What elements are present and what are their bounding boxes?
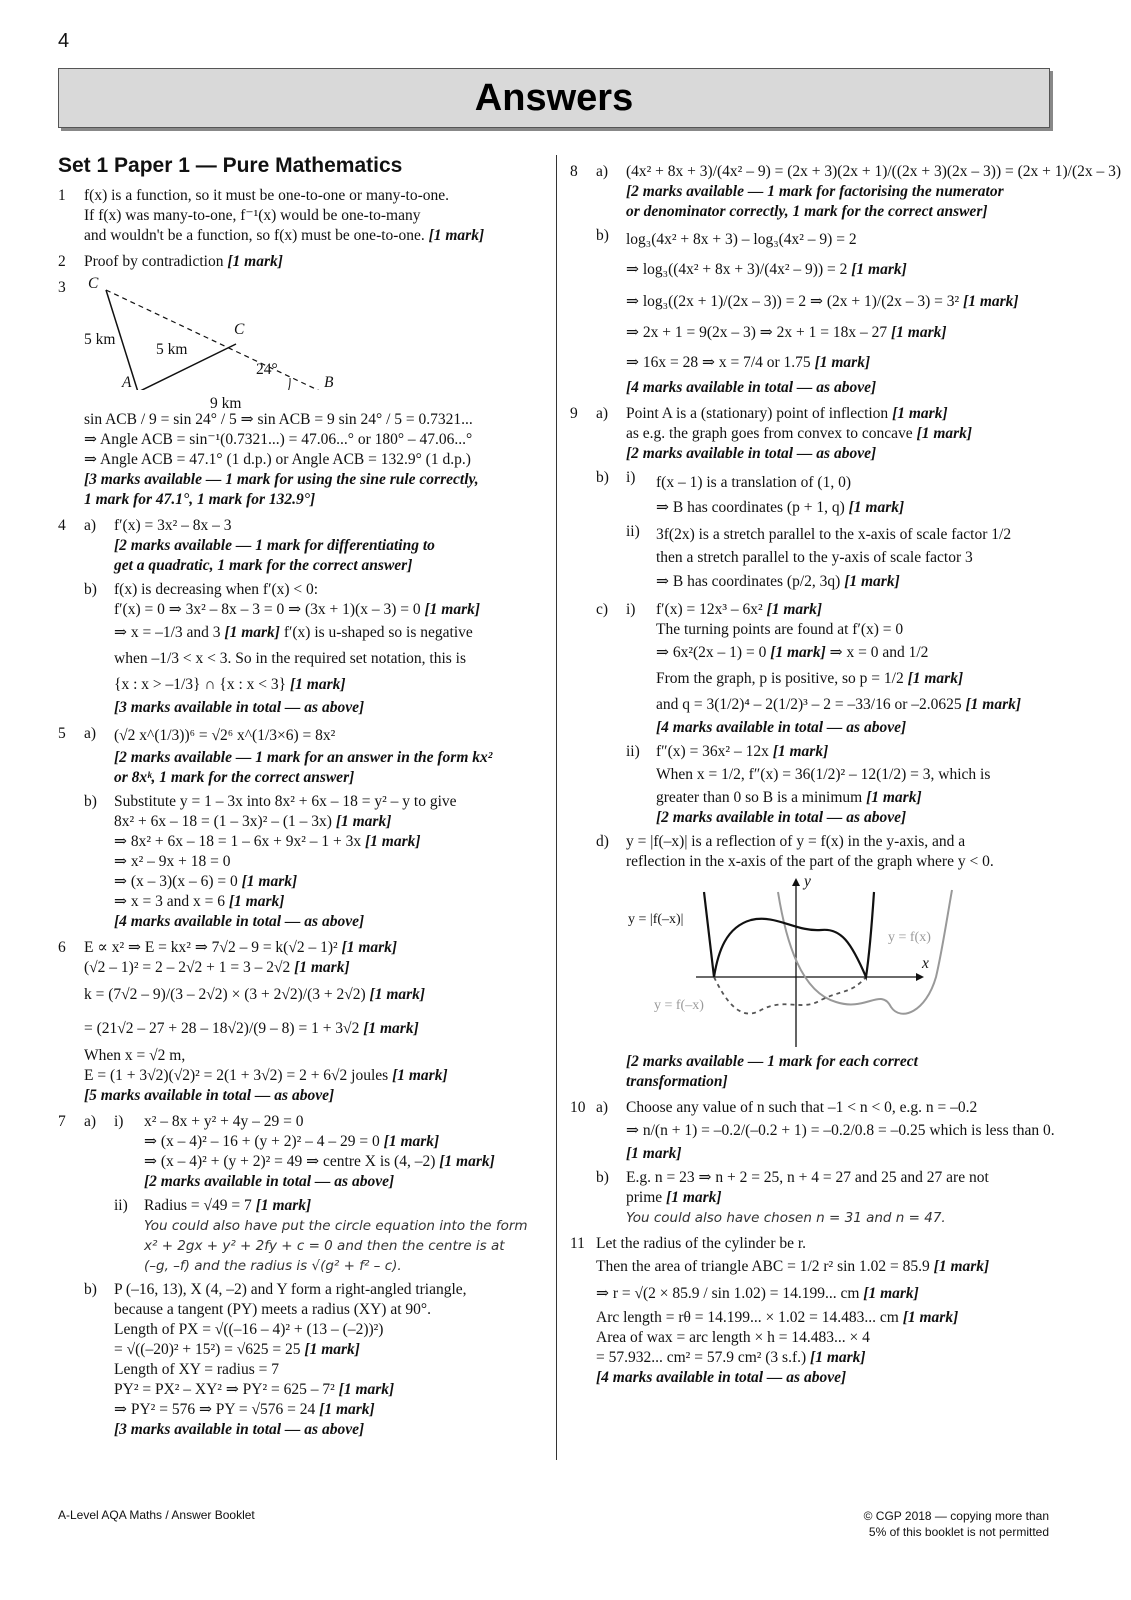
mark: [1 mark]	[228, 893, 285, 910]
text-line: Area of wax = arc length × h = 14.483... × 4	[596, 1329, 870, 1346]
mark-scheme: [2 marks available in total — as above]	[144, 1173, 395, 1190]
text-line: (4x² + 8x + 3)/(4x² – 9) = (2x + 3)(2x + 1)/((2x + 3)(2x – 3)) = (2x + 1)/(2x – 3)	[626, 163, 1122, 180]
text-line: Length of PX = √((–16 – 4)² + (13 – (–2))²)	[114, 1321, 384, 1338]
part-label: a)	[84, 725, 97, 742]
text-line: 3f(2x) is a stretch parallel to the x-axis of scale factor 1/2	[656, 526, 1012, 543]
part-label: d)	[596, 833, 609, 850]
mark: [1 mark]	[866, 789, 922, 806]
mark-scheme: [5 marks available in total — as above]	[84, 1087, 335, 1104]
text-line: E.g. n = 23 ⇒ n + 2 = 25, n + 4 = 27 and 25 and 27 are not	[626, 1169, 989, 1186]
x-axis-label: x	[922, 955, 929, 972]
question-number: 11	[570, 1235, 585, 1252]
part-b-ii	[626, 522, 1050, 596]
hint-line: (–g, –f) and the radius is √(g² + f² – c).	[144, 1258, 402, 1274]
text-line: f″(x) = 36x² – 12x	[656, 743, 769, 760]
question-number: 6	[58, 939, 66, 956]
text-line: ⇒ (x – 4)² + (y + 2)² = 49 ⇒ centre X is (4, –2)	[144, 1153, 436, 1170]
part-label: b)	[84, 581, 97, 598]
mark: [1 mark]	[439, 1153, 495, 1170]
part-a	[84, 724, 543, 788]
text-line: because a tangent (PY) meets a radius (XY) at 90°.	[114, 1301, 431, 1318]
mark: [1 mark]	[383, 1133, 440, 1150]
mark-scheme: [2 marks available in total — as above]	[626, 445, 877, 462]
mark-scheme: [2 marks available — 1 mark for an answer in the form kx²	[114, 749, 493, 766]
section-title: Set 1 Paper 1 — Pure Mathematics	[58, 154, 403, 177]
hint-line: x² + 2gx + y² + 2fy + c = 0 and then the centre is at	[144, 1238, 505, 1254]
text-line: y = |f(–x)| is a reflection of y = f(x) in the y-axis, and a	[626, 833, 966, 850]
text-line: 8x² + 6x – 18 = (1 – 3x)² – (1 – 3x)	[114, 813, 332, 830]
text-line: sin ACB / 9 = sin 24° / 5 ⇒ sin ACB = 9 sin 24° / 5 = 0.7321...	[84, 411, 473, 428]
part-label: i)	[626, 601, 636, 618]
mark: [1 mark]	[965, 696, 1022, 713]
curve-f-x	[778, 890, 952, 1014]
part-a	[596, 404, 1050, 464]
part-a	[84, 516, 543, 576]
question-number: 8	[570, 163, 578, 180]
label-abs-f-neg-x: y = |f(–x)|	[628, 912, 684, 927]
part-label: i)	[114, 1113, 124, 1130]
mark: [1 mark]	[844, 573, 900, 590]
mark: [1 mark]	[772, 743, 829, 760]
mark: [1 mark]	[863, 1285, 919, 1302]
text-line: When x = √2 m,	[84, 1047, 186, 1064]
part-a-i	[114, 1112, 543, 1192]
mark-scheme: [3 marks available in total — as above]	[114, 1421, 365, 1438]
text-line: ⇒ B has coordinates (p + 1, q)	[656, 499, 845, 516]
text-line: Substitute y = 1 – 3x into 8x² + 6x – 18 = y² – y to give	[114, 793, 457, 810]
mark-scheme: transformation]	[626, 1073, 728, 1090]
text-line: ⇒ r = √(2 × 85.9 / sin 1.02) = 14.199... cm	[596, 1285, 860, 1302]
part-c	[596, 600, 1050, 828]
mark-scheme: [4 marks available in total — as above]	[656, 719, 907, 736]
question-7	[58, 1112, 543, 1440]
mark: [1 mark]	[892, 405, 948, 422]
text-line: E ∝ x² ⇒ E = kx² ⇒ 7√2 – 9 = k(√2 – 1)²	[84, 939, 338, 956]
part-label: ii)	[114, 1197, 128, 1214]
part-c-ii	[626, 742, 1050, 828]
mark-scheme: [4 marks available in total — as above]	[114, 913, 365, 930]
banner-title: Answers	[474, 77, 634, 119]
question-6	[58, 938, 543, 1106]
vertex-c-top: C	[88, 275, 99, 292]
question-3	[58, 275, 543, 510]
text-line: ⇒ x = 3 and x = 6	[114, 893, 225, 910]
part-label: b)	[84, 793, 97, 810]
mark: [1 mark]	[369, 986, 426, 1003]
graph-svg	[626, 872, 1046, 1052]
text-line: ⇒ n/(n + 1) = –0.2/(–0.2 + 1) = –0.2/0.8 = –0.25 which is less than 0.	[626, 1122, 1055, 1139]
text-line: ⇒ PY² = 576 ⇒ PY = √576 = 24	[114, 1401, 316, 1418]
column-divider	[556, 155, 557, 1460]
part-b	[596, 226, 1050, 398]
mark: [1 mark]	[289, 676, 346, 693]
label-9km: 9 km	[210, 395, 242, 412]
part-label: a)	[84, 517, 97, 534]
text-line: when –1/3 < x < 3. So in the required set notation, this is	[114, 650, 466, 667]
mark: [1 mark]	[241, 873, 298, 890]
y-axis-arrow	[792, 878, 800, 886]
part-label: a)	[596, 1099, 609, 1116]
hint-line: You could also have chosen n = 31 and n = 47.	[626, 1210, 946, 1226]
dashed-side-cb	[106, 290, 322, 390]
label-angle-24: 24°	[256, 361, 278, 378]
mark-scheme: [4 marks available in total — as above]	[596, 1369, 847, 1386]
footer-right	[864, 1508, 1049, 1540]
part-label: b)	[596, 227, 609, 244]
part-c-i	[626, 600, 1050, 738]
part-label: ii)	[626, 523, 640, 540]
question-11	[570, 1234, 1050, 1388]
text-line: (√2 x^(1/3))⁶ = √2⁶ x^(1/3×6) = 8x²	[114, 727, 336, 744]
curve-abs-f-neg-x	[704, 892, 874, 977]
mark: [1 mark]	[365, 833, 421, 850]
text-line: f(x – 1) is a translation of (1, 0)	[656, 474, 851, 491]
vertex-c-mid: C	[234, 321, 245, 338]
text-line: (√2 – 1)² = 2 – 2√2 + 1 = 3 – 2√2	[84, 959, 291, 976]
text-line: ⇒ x² – 9x + 18 = 0	[114, 853, 231, 870]
label-f-neg-x: y = f(–x)	[654, 998, 704, 1013]
question-number: 3	[58, 279, 66, 296]
mark-scheme: or denominator correctly, 1 mark for the correct answer]	[626, 203, 988, 220]
question-5	[58, 724, 543, 932]
question-number: 9	[570, 405, 578, 422]
text-line: When x = 1/2, f″(x) = 36(1/2)² – 12(1/2) = 3, which is	[656, 766, 991, 783]
text-line: ⇒ B has coordinates (p/2, 3q)	[656, 573, 841, 590]
mark: [1 mark]	[666, 1189, 722, 1206]
question-number: 4	[58, 517, 66, 534]
text-line: f′(x) = 3x² – 8x – 3	[114, 517, 232, 534]
text-line: ⇒ x = –1/3 and 3	[114, 624, 221, 641]
vertex-a: A	[122, 374, 132, 391]
text-line: = 57.932... cm² = 57.9 cm² (3 s.f.)	[596, 1349, 807, 1366]
x-axis-arrow	[916, 973, 924, 981]
angle-arc	[288, 378, 290, 390]
mark: [1 mark]	[304, 1341, 360, 1358]
mark-scheme: [2 marks available — 1 mark for factorising the numerator	[626, 183, 1004, 200]
mark-scheme: [4 marks available in total — as above]	[626, 379, 877, 396]
text-line: E = (1 + 3√2)(√2)² = 2(1 + 3√2) = 2 + 6√2 joules	[84, 1067, 389, 1084]
part-a	[84, 1112, 543, 1276]
text-line: ⇒ 8x² + 6x – 18 = 1 – 6x + 9x² – 1 + 3x	[114, 833, 362, 850]
text-line: prime	[626, 1189, 663, 1206]
text-line: Choose any value of n such that –1 < n < 0, e.g. n = –0.2	[626, 1099, 978, 1116]
mark: [1 mark]	[224, 624, 280, 641]
text-line: ⇒ (x – 3)(x – 6) = 0	[114, 873, 238, 890]
mark: [1 mark]	[814, 354, 871, 371]
y-axis-label: y	[804, 873, 811, 890]
part-label: b)	[596, 1169, 609, 1186]
mark-scheme: [2 marks available — 1 mark for differentiating to	[114, 537, 435, 554]
copyright-line: 5% of this booklet is not permitted	[868, 1525, 1049, 1539]
mark: [1 mark]	[338, 1381, 395, 1398]
part-a-ii	[114, 1196, 543, 1276]
part-label: ii)	[626, 743, 640, 760]
text-line: f′(x) = 12x³ – 6x²	[656, 601, 763, 618]
question-8	[570, 162, 1122, 398]
text-line: log₃(4x² + 8x + 3) – log₃(4x² – 9) = 2	[626, 231, 857, 248]
mark-scheme: get a quadratic, 1 mark for the correct answer]	[114, 557, 413, 574]
text-line: {x : x > –1/3} ∩ {x : x < 3}	[114, 676, 287, 693]
text-line: Then the area of triangle ABC = 1/2 r² sin 1.02 = 85.9	[596, 1258, 930, 1275]
text-line: Radius = √49 = 7	[144, 1197, 252, 1214]
mark: [1 mark]	[626, 1145, 682, 1162]
text-line: and wouldn't be a function, so f(x) must be one-to-one.	[84, 227, 425, 244]
mark-scheme: 1 mark for 47.1°, 1 mark for 132.9°]	[84, 491, 316, 508]
mark: [1 mark]	[851, 261, 907, 278]
text-line: ⇒ log₃((2x + 1)/(2x – 3)) = 2 ⇒ (2x + 1)/(2x – 3) = 3²	[626, 293, 960, 310]
curve-f-neg-x	[714, 977, 866, 1014]
text-line: reflection in the x-axis of the part of the graph where y < 0.	[626, 853, 994, 870]
text-line: Let the radius of the cylinder be r.	[596, 1235, 807, 1252]
label-5km-ac: 5 km	[156, 341, 188, 358]
text-line: If f(x) was many-to-one, f⁻¹(x) would be one-to-many	[84, 207, 421, 224]
mark: [1 mark]	[848, 499, 905, 516]
part-a	[596, 1098, 1055, 1164]
question-4	[58, 516, 543, 718]
mark: [1 mark]	[907, 670, 964, 687]
mark: [1 mark]	[294, 959, 350, 976]
part-b-i	[626, 468, 1050, 518]
text-line: f(x) is a function, so it must be one-to-one or many-to-one.	[84, 187, 450, 204]
part-label: c)	[596, 601, 609, 618]
mark: [1 mark]	[963, 293, 1019, 310]
question-number: 1	[58, 187, 66, 204]
text-line: ⇒ x = 0 and 1/2	[829, 644, 929, 661]
part-b	[84, 1280, 543, 1440]
copyright-line: © CGP 2018 — copying more than	[863, 1509, 1049, 1523]
page-number: 4	[58, 30, 70, 52]
text-line: f(x) is decreasing when f′(x) < 0:	[114, 581, 319, 598]
footer-left: A-Level AQA Maths / Answer Booklet	[58, 1508, 255, 1522]
question-9	[570, 404, 1050, 1092]
part-d	[596, 832, 1050, 1092]
question-number: 10	[570, 1099, 586, 1116]
text-line: Length of XY = radius = 7	[114, 1361, 279, 1378]
transformation-graph	[626, 872, 1050, 1052]
mark: [1 mark]	[392, 1067, 448, 1084]
mark-scheme: [2 marks available — 1 mark for each correct	[626, 1053, 918, 1070]
part-b	[84, 792, 543, 932]
text-line: as e.g. the graph goes from convex to concave	[626, 425, 913, 442]
text-line: ⇒ 16x = 28 ⇒ x = 7/4 or 1.75	[626, 354, 811, 371]
answers-banner	[58, 68, 1050, 128]
part-b	[596, 1168, 1050, 1228]
label-5km-ca: 5 km	[84, 331, 116, 348]
text-line: f′(x) = 0 ⇒ 3x² – 8x – 3 = 0 ⇒ (3x + 1)(x – 3) = 0	[114, 601, 421, 618]
text-line: then a stretch parallel to the y-axis of scale factor 3	[656, 549, 973, 566]
text-line: greater than 0 so B is a minimum	[656, 789, 863, 806]
mark: [1 mark]	[810, 1349, 866, 1366]
part-label: i)	[626, 469, 636, 486]
mark: [1 mark]	[902, 1309, 959, 1326]
text-line: ⇒ Angle ACB = sin⁻¹(0.7321...) = 47.06...° or 180° – 47.06...°	[84, 431, 473, 448]
part-a	[596, 162, 1122, 222]
text-line: Point A is a (stationary) point of inflection	[626, 405, 889, 422]
question-1	[58, 186, 543, 246]
part-b	[596, 468, 1050, 596]
mark: [1 mark]	[255, 1197, 312, 1214]
text-line: f′(x) is u-shaped so is negative	[283, 624, 473, 641]
right-column	[570, 152, 1122, 1394]
text-line: Arc length = rθ = 14.199... × 1.02 = 14.483... cm	[596, 1309, 899, 1326]
mark-scheme: [3 marks available — 1 mark for using the sine rule correctly,	[84, 471, 479, 488]
part-label: a)	[84, 1113, 97, 1130]
mark-scheme: or 8xᵏ, 1 mark for the correct answer]	[114, 769, 355, 786]
question-number: 7	[58, 1113, 66, 1130]
text-line: ⇒ log₃((4x² + 8x + 3)/(4x² – 9)) = 2	[626, 261, 848, 278]
hint-line: You could also have put the circle equation into the form	[144, 1218, 528, 1234]
mark: [1 mark]	[916, 425, 973, 442]
left-column	[58, 152, 543, 1446]
mark: [1 mark]	[335, 813, 392, 830]
text-line: = √((–20)² + 15²) = √625 = 25	[114, 1341, 301, 1358]
text-line: x² – 8x + y² + 4y – 29 = 0	[144, 1113, 304, 1130]
mark: [1 mark]	[766, 601, 823, 618]
question-number: 5	[58, 725, 66, 742]
text-line: The turning points are found at f′(x) = 0	[656, 621, 904, 638]
text-line: ⇒ (x – 4)² – 16 + (y + 2)² – 4 – 29 = 0	[144, 1133, 380, 1150]
mark-scheme: [3 marks available in total — as above]	[114, 699, 365, 716]
part-label: a)	[596, 405, 609, 422]
text-line: ⇒ Angle ACB = 47.1° (1 d.p.) or Angle ACB = 132.9° (1 d.p.)	[84, 451, 471, 468]
text-line: PY² = PX² – XY² ⇒ PY² = 625 – 7²	[114, 1381, 335, 1398]
text-line: From the graph, p is positive, so p = 1/2	[656, 670, 904, 687]
text-line: P (–16, 13), X (4, –2) and Y form a right-angled triangle,	[114, 1281, 467, 1298]
mark: [1 mark]	[428, 227, 485, 244]
mark: [1 mark]	[227, 253, 283, 270]
vertex-b: B	[324, 374, 334, 391]
text-line: Proof by contradiction	[84, 253, 224, 270]
text-line: ⇒ 6x²(2x – 1) = 0	[656, 644, 767, 661]
part-label: b)	[596, 469, 609, 486]
text-line: and q = 3(1/2)⁴ – 2(1/2)³ – 2 = –33/16 or –2.0625	[656, 696, 962, 713]
question-2	[58, 252, 543, 272]
part-b	[84, 580, 543, 718]
mark: [1 mark]	[424, 601, 481, 618]
question-10	[570, 1098, 1055, 1228]
text-line: ⇒ 2x + 1 = 9(2x – 3) ⇒ 2x + 1 = 18x – 27	[626, 324, 888, 341]
mark: [1 mark]	[770, 644, 826, 661]
mark: [1 mark]	[933, 1258, 990, 1275]
label-f-x: y = f(x)	[888, 930, 931, 945]
mark: [1 mark]	[891, 324, 947, 341]
text-line: = (21√2 – 27 + 28 – 18√2)/(9 – 8) = 1 + 3√2	[84, 1020, 360, 1037]
part-label: a)	[596, 163, 609, 180]
question-number: 2	[58, 253, 66, 270]
mark-scheme: [2 marks available in total — as above]	[656, 809, 907, 826]
text-line: k = (7√2 – 9)/(3 – 2√2) × (3 + 2√2)/(3 + 2√2)	[84, 986, 366, 1003]
mark: [1 mark]	[341, 939, 398, 956]
mark: [1 mark]	[319, 1401, 375, 1418]
mark: [1 mark]	[363, 1020, 419, 1037]
part-label: b)	[84, 1281, 97, 1298]
triangle-diagram	[84, 275, 543, 412]
